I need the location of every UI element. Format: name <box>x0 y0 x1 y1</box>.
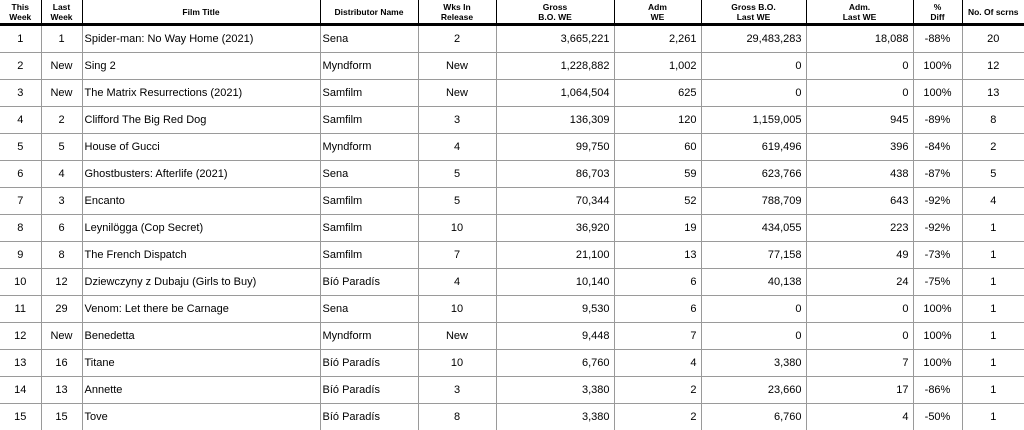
screens-cell: 1 <box>962 269 1024 296</box>
screens-cell: 20 <box>962 25 1024 53</box>
screens-cell: 2 <box>962 134 1024 161</box>
weeks-cell: 8 <box>418 404 496 430</box>
last-week-cell: 2 <box>41 107 82 134</box>
gross-last-week-cell: 23,660 <box>701 377 806 404</box>
screens-cell: 12 <box>962 53 1024 80</box>
percent-diff-cell: -86% <box>913 377 962 404</box>
film-title-cell: Spider-man: No Way Home (2021) <box>82 25 320 53</box>
table-row <box>0 215 1024 242</box>
admissions-last-week-cell: 24 <box>806 269 913 296</box>
percent-diff-cell: 100% <box>913 53 962 80</box>
adm-last-header-line2: Last WE <box>807 12 913 22</box>
gross-last-week-cell: 3,380 <box>701 350 806 377</box>
admissions-last-week-cell: 643 <box>806 188 913 215</box>
admissions-cell: 13 <box>614 242 701 269</box>
percent-diff-cell: 100% <box>913 80 962 107</box>
this-week-cell: 10 <box>0 269 41 296</box>
film-title-cell: Benedetta <box>82 323 320 350</box>
admissions-last-week-cell: 223 <box>806 215 913 242</box>
screens-cell: 4 <box>962 188 1024 215</box>
screens-cell: 1 <box>962 296 1024 323</box>
admissions-last-week-cell: 7 <box>806 350 913 377</box>
distributor-cell: Sena <box>320 296 418 323</box>
gross-last-week-cell: 0 <box>701 323 806 350</box>
last-week-cell: 12 <box>41 269 82 296</box>
admissions-cell: 6 <box>614 296 701 323</box>
screens-cell: 1 <box>962 404 1024 430</box>
gross-cell: 3,665,221 <box>496 25 614 53</box>
film-title-cell: Dziewczyny z Dubaju (Girls to Buy) <box>82 269 320 296</box>
distributor-cell: Samfilm <box>320 107 418 134</box>
weeks-cell: 5 <box>418 161 496 188</box>
percent-diff-cell: -92% <box>913 188 962 215</box>
film-title-cell: Encanto <box>82 188 320 215</box>
gross-last-week-cell: 6,760 <box>701 404 806 430</box>
table-row <box>0 296 1024 323</box>
this-week-cell: 6 <box>0 161 41 188</box>
gross-cell: 70,344 <box>496 188 614 215</box>
last-week-cell: New <box>41 80 82 107</box>
admissions-last-week-cell: 18,088 <box>806 25 913 53</box>
film-title-cell: Annette <box>82 377 320 404</box>
admissions-cell: 2,261 <box>614 25 701 53</box>
admissions-last-week-cell: 0 <box>806 296 913 323</box>
gross-last-week-cell: 434,055 <box>701 215 806 242</box>
admissions-cell: 2 <box>614 377 701 404</box>
percent-diff-cell: -84% <box>913 134 962 161</box>
distributor-cell: Samfilm <box>320 80 418 107</box>
percent-diff-cell: -50% <box>913 404 962 430</box>
this-week-header-line2: Week <box>0 12 41 22</box>
distributor-header-label: Distributor Name <box>335 7 404 17</box>
admissions-last-week-cell: 0 <box>806 323 913 350</box>
gross-last-week-cell: 0 <box>701 53 806 80</box>
table-row <box>0 53 1024 80</box>
admissions-cell: 120 <box>614 107 701 134</box>
distributor-cell: Myndform <box>320 323 418 350</box>
last-week-header-line1: Last <box>42 2 82 12</box>
percent-diff-cell: -88% <box>913 25 962 53</box>
table-row <box>0 404 1024 430</box>
distributor-cell: Myndform <box>320 134 418 161</box>
distributor-cell: Samfilm <box>320 242 418 269</box>
weeks-cell: 4 <box>418 134 496 161</box>
admissions-cell: 59 <box>614 161 701 188</box>
film-title-cell: Sing 2 <box>82 53 320 80</box>
this-week-cell: 8 <box>0 215 41 242</box>
percent-diff-cell: 100% <box>913 296 962 323</box>
admissions-last-week-cell: 0 <box>806 80 913 107</box>
admissions-cell: 7 <box>614 323 701 350</box>
weeks-cell: 3 <box>418 107 496 134</box>
percent-diff-cell: 100% <box>913 323 962 350</box>
film-title-cell: The French Dispatch <box>82 242 320 269</box>
admissions-last-week-cell: 945 <box>806 107 913 134</box>
table-row <box>0 350 1024 377</box>
weeks-cell: 10 <box>418 296 496 323</box>
adm-last-header-line1: Adm. <box>807 2 913 12</box>
weeks-cell: 5 <box>418 188 496 215</box>
gross-last-week-cell: 29,483,283 <box>701 25 806 53</box>
this-week-cell: 13 <box>0 350 41 377</box>
distributor-cell: Bíó Paradís <box>320 404 418 430</box>
admissions-last-week-cell: 49 <box>806 242 913 269</box>
col-admissions-last-week-header <box>806 0 913 25</box>
weeks-cell: 2 <box>418 25 496 53</box>
last-week-cell: 15 <box>41 404 82 430</box>
gross-cell: 86,703 <box>496 161 614 188</box>
weeks-cell: 10 <box>418 215 496 242</box>
this-week-cell: 14 <box>0 377 41 404</box>
gross-cell: 9,530 <box>496 296 614 323</box>
col-film-title-header <box>82 0 320 25</box>
col-screens-header <box>962 0 1024 25</box>
this-week-cell: 5 <box>0 134 41 161</box>
gross-cell: 9,448 <box>496 323 614 350</box>
table-row <box>0 377 1024 404</box>
last-week-header-line2: Week <box>42 12 82 22</box>
diff-header-line2: Diff <box>914 12 962 22</box>
table-row <box>0 188 1024 215</box>
col-distributor-header <box>320 0 418 25</box>
col-gross-last-week-header <box>701 0 806 25</box>
this-week-cell: 4 <box>0 107 41 134</box>
percent-diff-cell: -75% <box>913 269 962 296</box>
gross-last-week-cell: 40,138 <box>701 269 806 296</box>
film-title-cell: The Matrix Resurrections (2021) <box>82 80 320 107</box>
weeks-cell: 3 <box>418 377 496 404</box>
gross-header-line2: B.O. WE <box>497 12 614 22</box>
last-week-cell: 8 <box>41 242 82 269</box>
weeks-cell: New <box>418 80 496 107</box>
this-week-cell: 1 <box>0 25 41 53</box>
gross-last-header-line2: Last WE <box>702 12 806 22</box>
weeks-cell: New <box>418 323 496 350</box>
table-row <box>0 161 1024 188</box>
last-week-cell: 3 <box>41 188 82 215</box>
last-week-cell: 1 <box>41 25 82 53</box>
col-gross-header <box>496 0 614 25</box>
gross-last-header-line1: Gross B.O. <box>702 2 806 12</box>
gross-last-week-cell: 619,496 <box>701 134 806 161</box>
gross-last-week-cell: 1,159,005 <box>701 107 806 134</box>
gross-cell: 36,920 <box>496 215 614 242</box>
table-row <box>0 25 1024 53</box>
last-week-cell: 13 <box>41 377 82 404</box>
last-week-cell: 29 <box>41 296 82 323</box>
adm-header-line2: WE <box>615 12 701 22</box>
film-title-cell: Ghostbusters: Afterlife (2021) <box>82 161 320 188</box>
distributor-cell: Myndform <box>320 53 418 80</box>
admissions-last-week-cell: 438 <box>806 161 913 188</box>
last-week-cell: 6 <box>41 215 82 242</box>
col-weeks-in-release-header <box>418 0 496 25</box>
weeks-cell: New <box>418 53 496 80</box>
admissions-cell: 4 <box>614 350 701 377</box>
percent-diff-cell: 100% <box>913 350 962 377</box>
percent-diff-cell: -89% <box>913 107 962 134</box>
table-row <box>0 242 1024 269</box>
gross-cell: 3,380 <box>496 377 614 404</box>
film-title-cell: Clifford The Big Red Dog <box>82 107 320 134</box>
gross-last-week-cell: 0 <box>701 80 806 107</box>
percent-diff-cell: -87% <box>913 161 962 188</box>
film-title-cell: Tove <box>82 404 320 430</box>
table-row <box>0 323 1024 350</box>
screens-cell: 1 <box>962 377 1024 404</box>
admissions-cell: 1,002 <box>614 53 701 80</box>
distributor-cell: Bíó Paradís <box>320 269 418 296</box>
screens-cell: 1 <box>962 323 1024 350</box>
gross-cell: 10,140 <box>496 269 614 296</box>
table-row <box>0 269 1024 296</box>
table-row <box>0 134 1024 161</box>
distributor-cell: Bíó Paradís <box>320 350 418 377</box>
weeks-cell: 7 <box>418 242 496 269</box>
this-week-cell: 3 <box>0 80 41 107</box>
this-week-cell: 12 <box>0 323 41 350</box>
gross-cell: 99,750 <box>496 134 614 161</box>
col-this-week-header <box>0 0 41 25</box>
distributor-cell: Bíó Paradís <box>320 377 418 404</box>
gross-cell: 1,228,882 <box>496 53 614 80</box>
admissions-last-week-cell: 0 <box>806 53 913 80</box>
gross-cell: 1,064,504 <box>496 80 614 107</box>
gross-cell: 136,309 <box>496 107 614 134</box>
distributor-cell: Samfilm <box>320 188 418 215</box>
weeks-cell: 10 <box>418 350 496 377</box>
percent-diff-cell: -92% <box>913 215 962 242</box>
film-title-cell: Leynilöggа (Cop Secret) <box>82 215 320 242</box>
distributor-cell: Samfilm <box>320 215 418 242</box>
adm-header-line1: Adm <box>615 2 701 12</box>
this-week-header-line1: This <box>0 2 41 12</box>
admissions-cell: 6 <box>614 269 701 296</box>
film-title-cell: House of Gucci <box>82 134 320 161</box>
this-week-cell: 9 <box>0 242 41 269</box>
screens-cell: 5 <box>962 161 1024 188</box>
film-title-cell: Titane <box>82 350 320 377</box>
table-row <box>0 107 1024 134</box>
table-body <box>0 25 1024 430</box>
gross-cell: 6,760 <box>496 350 614 377</box>
last-week-cell: 4 <box>41 161 82 188</box>
weeks-header-line2: Release <box>419 12 496 22</box>
col-admissions-header <box>614 0 701 25</box>
last-week-cell: 5 <box>41 134 82 161</box>
col-percent-diff-header <box>913 0 962 25</box>
gross-last-week-cell: 788,709 <box>701 188 806 215</box>
this-week-cell: 11 <box>0 296 41 323</box>
weeks-cell: 4 <box>418 269 496 296</box>
table-row <box>0 80 1024 107</box>
weeks-header-line1: Wks In <box>419 2 496 12</box>
last-week-cell: 16 <box>41 350 82 377</box>
admissions-last-week-cell: 17 <box>806 377 913 404</box>
admissions-cell: 625 <box>614 80 701 107</box>
distributor-cell: Sena <box>320 25 418 53</box>
admissions-cell: 19 <box>614 215 701 242</box>
admissions-last-week-cell: 396 <box>806 134 913 161</box>
screens-cell: 1 <box>962 215 1024 242</box>
admissions-last-week-cell: 4 <box>806 404 913 430</box>
gross-last-week-cell: 0 <box>701 296 806 323</box>
distributor-cell: Sena <box>320 161 418 188</box>
admissions-cell: 60 <box>614 134 701 161</box>
gross-header-line1: Gross <box>497 2 614 12</box>
diff-header-line1: % <box>914 2 962 12</box>
film-title-cell: Venom: Let there be Carnage <box>82 296 320 323</box>
screens-header-label: No. Of scrns <box>968 7 1019 17</box>
screens-cell: 8 <box>962 107 1024 134</box>
this-week-cell: 15 <box>0 404 41 430</box>
last-week-cell: New <box>41 53 82 80</box>
gross-last-week-cell: 77,158 <box>701 242 806 269</box>
film-title-header-label: Film Title <box>182 7 219 17</box>
this-week-cell: 2 <box>0 53 41 80</box>
admissions-cell: 2 <box>614 404 701 430</box>
header-row <box>0 0 1024 25</box>
screens-cell: 13 <box>962 80 1024 107</box>
percent-diff-cell: -73% <box>913 242 962 269</box>
screens-cell: 1 <box>962 350 1024 377</box>
last-week-cell: New <box>41 323 82 350</box>
gross-cell: 3,380 <box>496 404 614 430</box>
admissions-cell: 52 <box>614 188 701 215</box>
gross-cell: 21,100 <box>496 242 614 269</box>
this-week-cell: 7 <box>0 188 41 215</box>
col-last-week-header <box>41 0 82 25</box>
screens-cell: 1 <box>962 242 1024 269</box>
gross-last-week-cell: 623,766 <box>701 161 806 188</box>
